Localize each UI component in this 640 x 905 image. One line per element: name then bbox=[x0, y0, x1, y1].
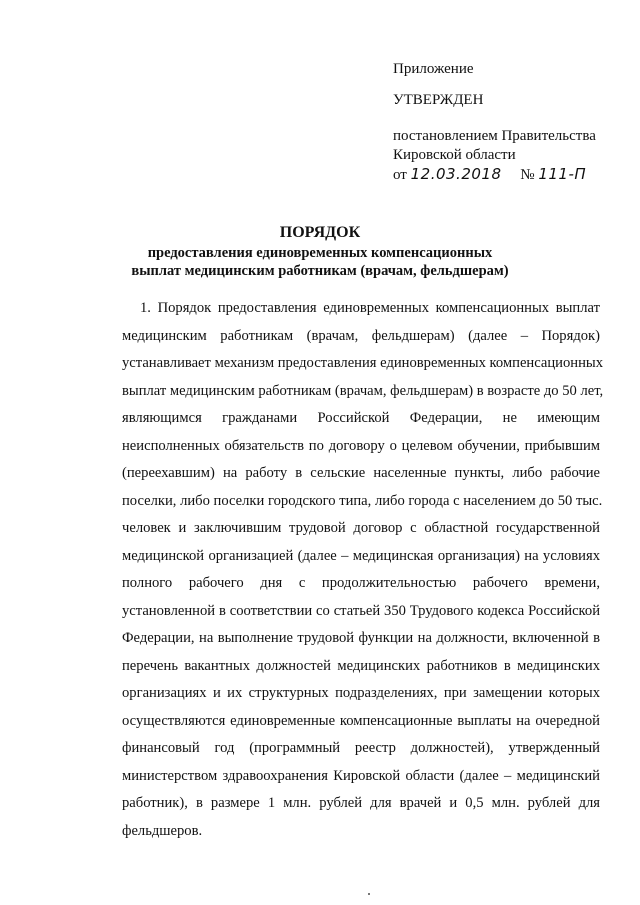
title-heading: ПОРЯДОК bbox=[279, 224, 361, 241]
title-subtitle-line-2: выплат медицинским работникам (врачам, фельдшерам) bbox=[131, 263, 509, 279]
body-line: Федерации, на выполнение трудовой функции на должности, включенной в bbox=[122, 630, 600, 646]
date-prefix: от bbox=[393, 167, 407, 183]
title-subtitle-line-1: предоставления единовременных компенсационных bbox=[147, 245, 493, 261]
decree-date-number bbox=[393, 165, 633, 185]
scan-speck bbox=[368, 893, 370, 895]
approval-block bbox=[393, 60, 633, 185]
body-line: 1. Порядок предоставления единовременных компенсационных выплат bbox=[140, 300, 600, 316]
decree-line-2: Кировской области bbox=[393, 147, 516, 163]
body-line: министерством здравоохранения Кировской области (далее – медицинский bbox=[122, 767, 600, 784]
body-line: организациях и их структурных подразделениях, при замещении которых bbox=[122, 685, 600, 701]
body-line: выплат медицинским работникам (врачам, фельдшерам) в возрасте до 50 лет, bbox=[122, 382, 604, 399]
body-line: работник), в размере 1 млн. рублей для врачей и 0,5 млн. рублей для bbox=[122, 795, 600, 811]
body-line: осуществляются единовременные компенсационные выплаты на очередной bbox=[122, 712, 600, 729]
body-line: устанавливает механизм предоставления единовременных компенсационных bbox=[122, 355, 604, 371]
body-line: фельдшеров. bbox=[122, 822, 203, 839]
handwritten-date: 12.03.2018 bbox=[410, 165, 502, 183]
body-line: поселки, либо поселки городского типа, либо города с населением до 50 тыс. bbox=[122, 492, 603, 509]
body-line: неисполненных обязательств по договору о целевом обучении, прибывшим bbox=[122, 437, 600, 454]
body-line: перечень вакантных должностей медицинских работников в медицинских bbox=[122, 657, 600, 674]
document-title bbox=[120, 222, 520, 280]
body-line: медицинской организацией (далее – медицинская организация) на условиях bbox=[122, 547, 600, 564]
body-line: (переехавшим) на работу в сельские населенные пункты, либо рабочие bbox=[122, 465, 600, 481]
body-line: финансовый год (программный реестр должностей), утвержденный bbox=[122, 740, 600, 756]
document-body bbox=[122, 295, 604, 845]
appendix-label: Приложение bbox=[393, 61, 474, 77]
approved-label: УТВЕРЖДЕН bbox=[393, 92, 484, 108]
number-prefix: № bbox=[520, 167, 535, 183]
body-line: полного рабочего дня с продолжительностью рабочего времени, bbox=[122, 575, 600, 591]
body-line: являющимся гражданами Российской Федерации, не имеющим bbox=[122, 410, 600, 426]
body-line: установленной в соответствии со статьей 350 Трудового кодекса Российской bbox=[122, 602, 600, 619]
body-line: медицинским работникам (врачам, фельдшерам) (далее – Порядок) bbox=[122, 327, 600, 344]
handwritten-number: 111-П bbox=[538, 165, 587, 183]
body-line: человек и заключившим трудовой договор с областной государственной bbox=[122, 520, 600, 536]
decree-line-1: постановлением Правительства bbox=[393, 128, 596, 144]
